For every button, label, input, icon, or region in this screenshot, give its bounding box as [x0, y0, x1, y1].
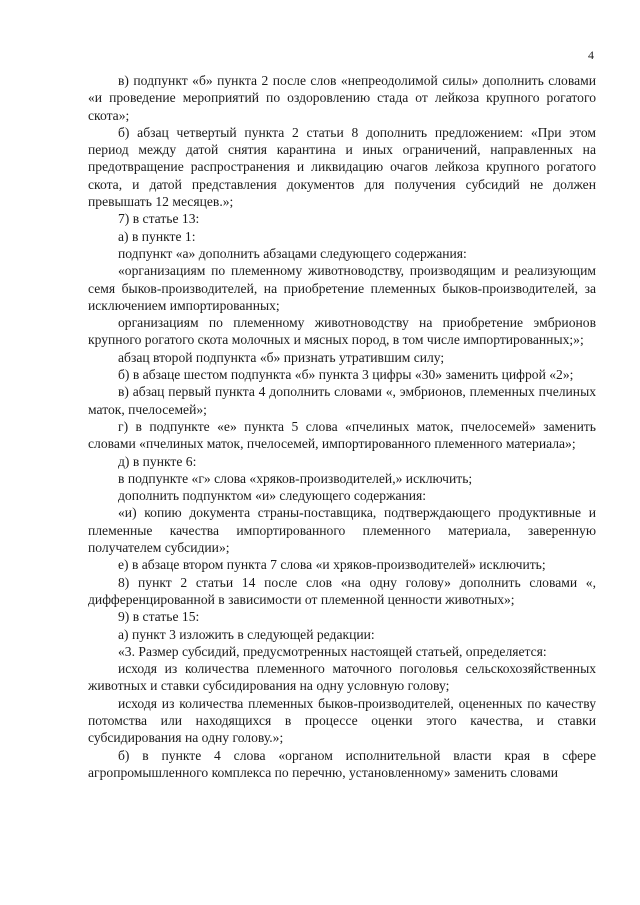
paragraph: «и) копию документа страны-поставщика, подтверждающего продуктивные и племенные качества импортированного племенного материала, заверенную получателем субсидии»; — [88, 505, 596, 556]
paragraph: дополнить подпунктом «и» следующего содержания: — [118, 488, 427, 504]
paragraph: подпункт «а» дополнить абзацами следующего содержания: — [118, 245, 467, 261]
paragraph: абзац второй подпункта «б» признать утратившим силу; — [118, 349, 445, 365]
paragraph: 8) пункт 2 статьи 14 после слов «на одну голову» дополнить словами «, дифференцированной в зависимости от племенной ценности животных»; — [88, 574, 596, 607]
page-number: 4 — [588, 48, 594, 62]
paragraph: 9) в статье 15: — [118, 609, 200, 625]
paragraph: в) подпункт «б» пункта 2 после слов «непреодолимой силы» дополнить словами «и проведение мероприятий по оздоровлению стада от лейкоза крупного рогатого скота»; — [88, 73, 596, 123]
paragraph: 7) в статье 13: — [118, 211, 200, 227]
paragraph: г) в подпункте «е» пункта 5 слова «пчелиных маток, пчелосемей» заменить словами «пчелиных маток, пчелосемей, импортированного племенного материала»; — [88, 418, 596, 452]
paragraph: исходя из количества племенного маточного поголовья сельскохозяйственных животных и ставки субсидирования на одну условную голову; — [88, 661, 596, 694]
paragraph: б) абзац четвертый пункта 2 статьи 8 дополнить предложением: «При этом период между датой снятия карантина и иных ограничений, направленных на предотвращение распространения и ликвидацию очагов лейкоза крупного рогатого скота, и датой представления документов для получения субсидий не должен превышать 12 месяцев.»; — [88, 124, 596, 210]
paragraph: д) в пункте 6: — [118, 453, 197, 469]
document-body — [88, 72, 596, 781]
paragraph: исходя из количества племенных быков-производителей, оцененных по качеству потомства или находящихся в процессе оценки этого качества, и ставки субсидирования на одну голову.»; — [88, 695, 596, 746]
paragraph: а) пункт 3 изложить в следующей редакции: — [118, 626, 375, 642]
paragraph: в) абзац первый пункта 4 дополнить словами «, эмбрионов, племенных пчелиных маток, пчелосемей»; — [88, 384, 596, 417]
paragraph: «3. Размер субсидий, предусмотренных настоящей статьей, определяется: — [118, 643, 547, 659]
paragraph: организациям по племенному животноводству на приобретение эмбрионов крупного рогатого скота молочных и мясных пород, в том числе импортированных;»; — [88, 315, 596, 348]
paragraph: «организациям по племенному животноводству, производящим и реализующим семя быков-производителей, на приобретение племенных быков-производителей, за исключением импортированных; — [88, 263, 596, 313]
paragraph: е) в абзаце втором пункта 7 слова «и хряков-производителей» исключить; — [118, 557, 546, 573]
paragraph: б) в пункте 4 слова «органом исполнительной власти края в сфере агропромышленного комплекса по перечню, установленному» заменить словами — [88, 747, 596, 780]
paragraph: б) в абзаце шестом подпункта «б» пункта 3 цифры «30» заменить цифрой «2»; — [118, 367, 574, 383]
paragraph: в подпункте «г» слова «хряков-производителей,» исключить; — [118, 470, 473, 486]
paragraph: а) в пункте 1: — [118, 228, 196, 244]
